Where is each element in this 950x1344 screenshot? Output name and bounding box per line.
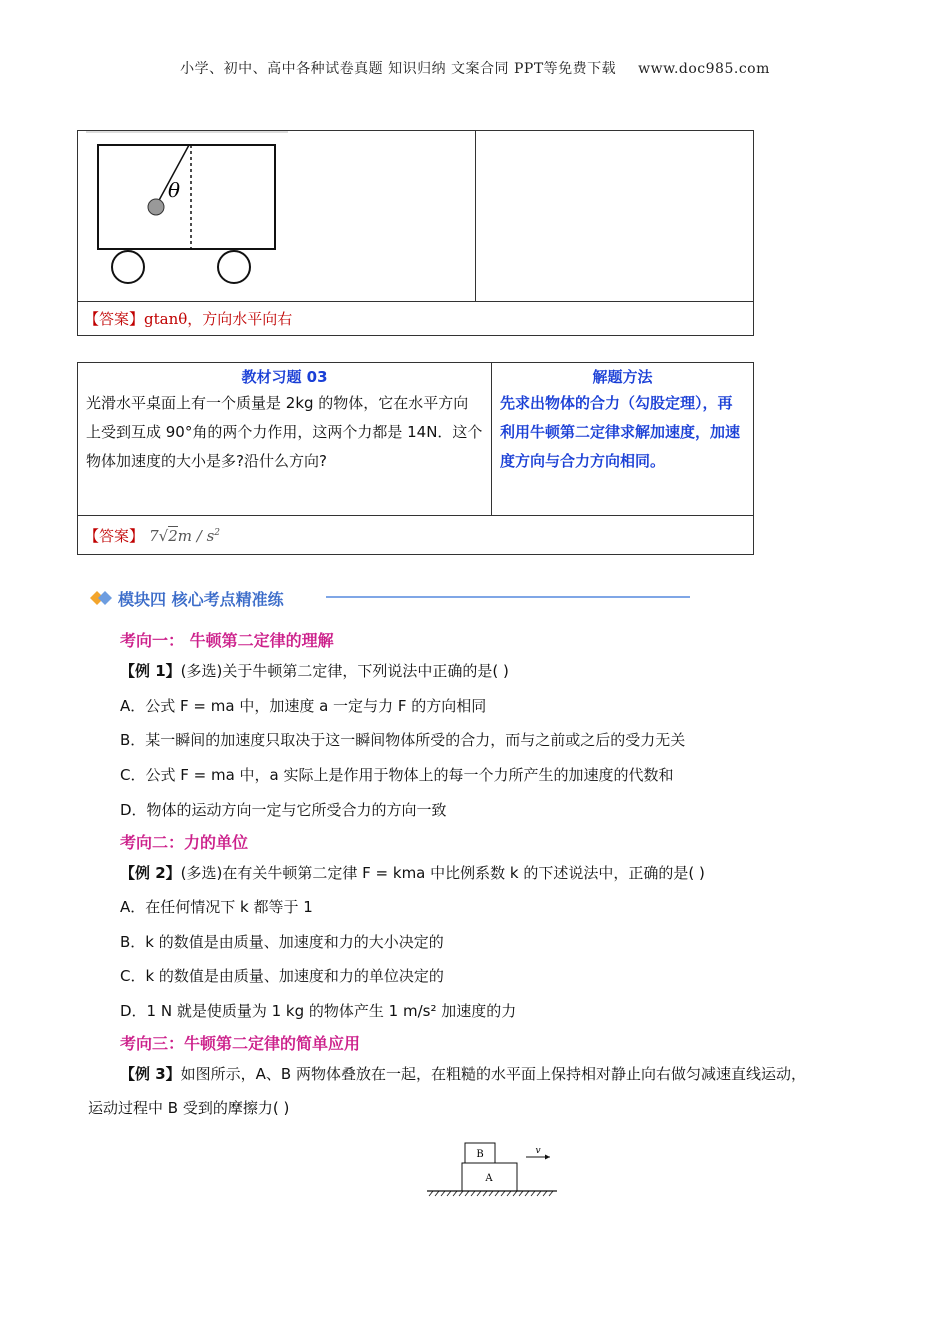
exercise-cell: [78, 363, 492, 516]
answer-exponent: 2: [214, 527, 221, 538]
velocity-arrowhead: [545, 1155, 550, 1160]
module-title-rule: [326, 596, 690, 598]
example1-option-d: D．物体的运动方向一定与它所受合力的方向一致: [120, 801, 447, 819]
example2-text: (多选)在有关牛顿第二定律 F = kma 中比例系数 k 的下述说法中，正确的是( ): [180, 864, 705, 882]
section3-heading: 考向三：牛顿第二定律的简单应用: [120, 1034, 361, 1053]
method-text: 先求出物体的合力（勾股定理），再利用牛顿第二定律求解加速度，加速度方向与合力方向相同。: [500, 394, 741, 470]
double-diamond-icon: [88, 588, 114, 608]
example2-option-a: A．在任何情况下 k 都等于 1: [120, 898, 313, 916]
answer-radicand: 2: [168, 526, 178, 545]
method-title: 解题方法: [592, 368, 653, 386]
header-text: 小学、初中、高中各种试卷真题 知识归纳 文案合同 PPT等免费下载: [180, 61, 617, 77]
figure-answer-table: [77, 130, 754, 336]
answer-tag-2: 【答案】: [84, 526, 145, 545]
example2-option-c: C．k 的数值是由质量、加速度和力的单位决定的: [120, 967, 444, 985]
cart-wheel-right: [218, 251, 250, 283]
answer-row-2: [78, 516, 754, 555]
section2-heading: 考向二：力的单位: [120, 833, 249, 852]
ground-hatching: [429, 1191, 553, 1196]
example3-stem-line2: 运动过程中 B 受到的摩擦力( ): [88, 1099, 290, 1117]
velocity-label: v: [535, 1146, 541, 1156]
example2-option-d: D．1 N 就是使质量为 1 kg 的物体产生 1 m/s² 加速度的力: [120, 1002, 517, 1020]
example3-tag: 【例 3】: [120, 1065, 181, 1083]
theta-label: θ: [168, 178, 181, 202]
example2-stem: [120, 862, 705, 883]
header-site: www.doc985.com: [638, 61, 770, 77]
answer-value-1: gtanθ，方向水平向右: [144, 310, 293, 328]
cart-pendulum-figure: [78, 131, 474, 301]
example3-stem-line1: [120, 1063, 880, 1084]
example1-option-b: B．某一瞬间的加速度只取决于这一瞬间物体所受的合力，而与之前或之后的受力无关: [120, 731, 686, 749]
module-title-bar: [88, 586, 698, 610]
example1-option-c: C．公式 F = ma 中，a 实际上是作用于物体上的每一个力所产生的加速度的代数和: [120, 766, 674, 784]
method-cell: [492, 363, 754, 516]
cart-body: [98, 145, 275, 249]
example3-text-1: 如图所示，A、B 两物体叠放在一起，在粗糙的水平面上保持相对静止向右做匀减速直线运动，: [180, 1065, 806, 1083]
stacked-blocks-figure: [425, 1140, 560, 1198]
example2-option-b: B．k 的数值是由质量、加速度和力的大小决定的: [120, 933, 444, 951]
answer-tag-1: 【答案】: [84, 310, 145, 328]
cart-wheel-left: [112, 251, 144, 283]
figure-cell: [78, 131, 476, 302]
example1-text: (多选)关于牛顿第二定律，下列说法中正确的是( ): [180, 662, 509, 680]
module-title: 模块四 核心考点精准练: [118, 590, 284, 609]
block-b-label: B: [476, 1149, 484, 1160]
example1-option-a: A．公式 F = ma 中，加速度 a 一定与力 F 的方向相同: [120, 697, 487, 715]
pendulum-bob: [148, 199, 164, 215]
example1-tag: 【例 1】: [120, 662, 181, 680]
answer-row-1: [78, 302, 754, 336]
example2-tag: 【例 2】: [120, 864, 181, 882]
answer-formula-2: $7√2m / s^2$: [149, 526, 221, 545]
example1-stem: [120, 660, 509, 681]
exercise-table: [77, 362, 754, 555]
section1-heading: 考向一： 牛顿第二定律的理解: [120, 631, 334, 650]
exercise-title: 教材习题 03: [241, 368, 328, 386]
empty-cell: [476, 131, 754, 302]
page-header: [0, 58, 950, 78]
exercise-problem: 光滑水平桌面上有一个质量是 2kg 的物体，它在水平方向上受到互成 90°角的两个力作用，这两个力都是 14N．这个物体加速度的大小是多?沿什么方向?: [86, 394, 483, 470]
block-a-label: A: [485, 1173, 493, 1184]
answer-coef: 7: [149, 526, 159, 545]
answer-unit: m / s: [177, 526, 215, 545]
